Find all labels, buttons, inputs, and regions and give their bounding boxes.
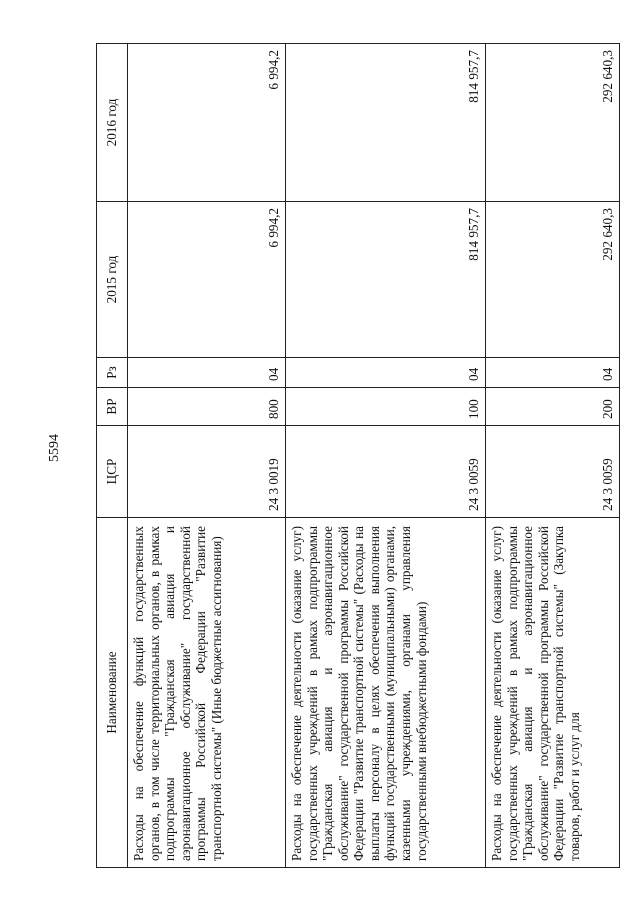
row-2016: 292 640,3 bbox=[486, 44, 620, 202]
row-name: Расходы на обеспечение деятельности (оказание услуг) государственных учреждений в рамках подпрограммы "Гражданская авиация и аэронавигационное обслуживание" государственной программы Российской Федерации "Развитие транспортной системы" (Расходы на выплаты персоналу в целях обеспечения выполнения функций государственными (муниципальными) органами, казенными учреждениями, органами управления государственными внебюджетными фондами) bbox=[286, 518, 486, 868]
row-2016: 6 994,2 bbox=[128, 44, 286, 202]
row-rz: 04 bbox=[128, 358, 286, 388]
row-2015: 292 640,3 bbox=[486, 202, 620, 358]
row-csr: 24 3 0059 bbox=[486, 426, 620, 518]
header-rz: Рз bbox=[97, 358, 128, 388]
row-2015: 814 957,7 bbox=[286, 202, 486, 358]
header-csr: ЦСР bbox=[97, 426, 128, 518]
header-2015: 2015 год bbox=[97, 202, 128, 358]
rotated-table-container bbox=[96, 44, 616, 868]
row-vr: 200 bbox=[486, 388, 620, 426]
header-2016: 2016 год bbox=[97, 44, 128, 202]
budget-table bbox=[96, 43, 620, 868]
header-vr: ВР bbox=[97, 388, 128, 426]
header-name: Наименование bbox=[97, 518, 128, 868]
row-name: Расходы на обеспечение функций государственных органов, в том числе территориальных органов, в рамках подпрограммы "Гражданская авиация и аэронавигационное обслуживание" государственной программы Российской Федерации "Развитие транспортной системы" (Иные бюджетные ассигнования) bbox=[128, 518, 286, 868]
table-row bbox=[128, 44, 286, 868]
row-vr: 100 bbox=[286, 388, 486, 426]
row-name: Расходы на обеспечение деятельности (оказание услуг) государственных учреждений в рамках подпрограммы "Гражданская авиация и аэронавигационное обслуживание" государственной программы Российской Федерации "Развитие транспортной системы" (Закупка товаров, работ и услуг для bbox=[486, 518, 620, 868]
page-number: 5594 bbox=[47, 434, 62, 462]
header-row bbox=[97, 44, 128, 868]
row-rz: 04 bbox=[286, 358, 486, 388]
row-2015: 6 994,2 bbox=[128, 202, 286, 358]
row-2016: 814 957,7 bbox=[286, 44, 486, 202]
table-row bbox=[486, 44, 620, 868]
row-csr: 24 3 0019 bbox=[128, 426, 286, 518]
table-row bbox=[286, 44, 486, 868]
row-csr: 24 3 0059 bbox=[286, 426, 486, 518]
row-vr: 800 bbox=[128, 388, 286, 426]
row-rz: 04 bbox=[486, 358, 620, 388]
